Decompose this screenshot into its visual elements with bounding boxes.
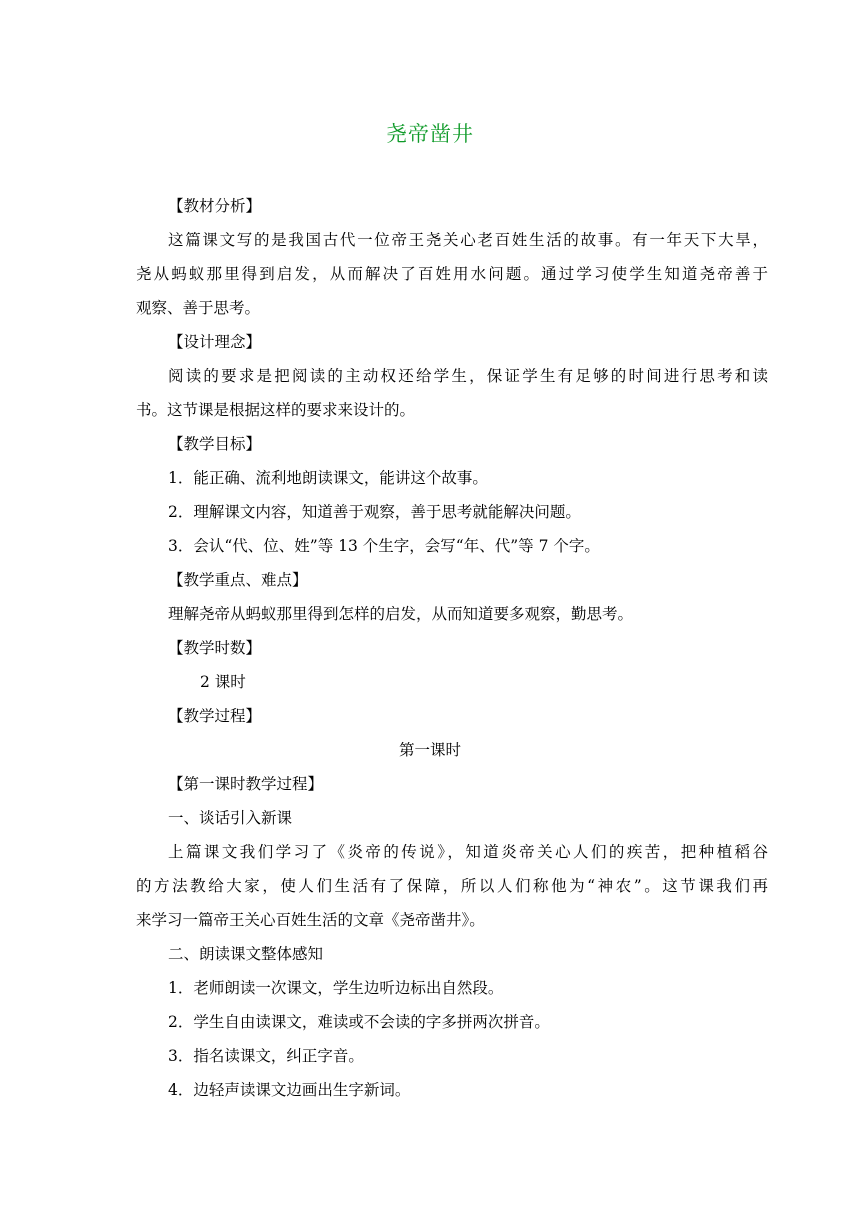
paragraph-line: 理解尧帝从蚂蚁那里得到怎样的启发，从而知道要多观察，勤思考。 xyxy=(168,605,634,623)
paragraph-line: 来学习一篇帝王关心百姓生活的文章《尧帝凿井》。 xyxy=(136,911,485,929)
section-heading-hours: 【教学时数】 xyxy=(168,639,262,657)
paragraph-line: 尧从蚂蚁那里得到启发，从而解决了百姓用水问题。通过学习使学生知道尧帝善于 xyxy=(136,265,768,283)
list-item: 1．能正确、流利地朗读课文，能讲这个故事。 xyxy=(168,469,488,487)
paragraph-line: 的方法教给大家，使人们生活有了保障，所以人们称他为“神农”。这节课我们再 xyxy=(136,877,768,895)
step-heading: 二、朗读课文整体感知 xyxy=(168,945,324,963)
paragraph-line: 书。这节课是根据这样的要求来设计的。 xyxy=(136,401,416,419)
section-heading-design: 【设计理念】 xyxy=(168,333,262,351)
paragraph-line: 2 课时 xyxy=(200,673,246,691)
paragraph-line: 阅读的要求是把阅读的主动权还给学生，保证学生有足够的时间进行思考和读 xyxy=(168,367,768,385)
paragraph-line: 上篇课文我们学习了《炎帝的传说》，知道炎帝关心人们的疾苦，把种植稻谷 xyxy=(168,843,768,861)
paragraph-line: 观察、善于思考。 xyxy=(136,299,261,317)
list-item: 1．老师朗读一次课文，学生边听边标出自然段。 xyxy=(168,979,504,997)
list-item: 2．学生自由读课文，难读或不会读的字多拼两次拼音。 xyxy=(168,1013,550,1031)
section-heading-goals: 【教学目标】 xyxy=(168,435,262,453)
section-heading-first-lesson: 【第一课时教学过程】 xyxy=(168,775,324,793)
document-title: 尧帝凿井 xyxy=(386,122,474,146)
subsection-title: 第一课时 xyxy=(398,741,461,759)
paragraph-line: 这篇课文写的是我国古代一位帝王尧关心老百姓生活的故事。有一年天下大旱， xyxy=(168,231,768,249)
section-heading-process: 【教学过程】 xyxy=(168,707,262,725)
step-heading: 一、谈话引入新课 xyxy=(168,809,293,827)
list-item: 3．会认“代、位、姓”等 13 个生字，会写“年、代”等 7 个字。 xyxy=(168,537,600,555)
list-item: 2．理解课文内容，知道善于观察，善于思考就能解决问题。 xyxy=(168,503,581,521)
list-item: 3．指名读课文，纠正字音。 xyxy=(168,1047,364,1065)
list-item: 4．边轻声读课文边画出生字新词。 xyxy=(168,1081,411,1099)
section-heading-analysis: 【教材分析】 xyxy=(168,197,262,215)
section-heading-key-points: 【教学重点、难点】 xyxy=(168,571,308,589)
